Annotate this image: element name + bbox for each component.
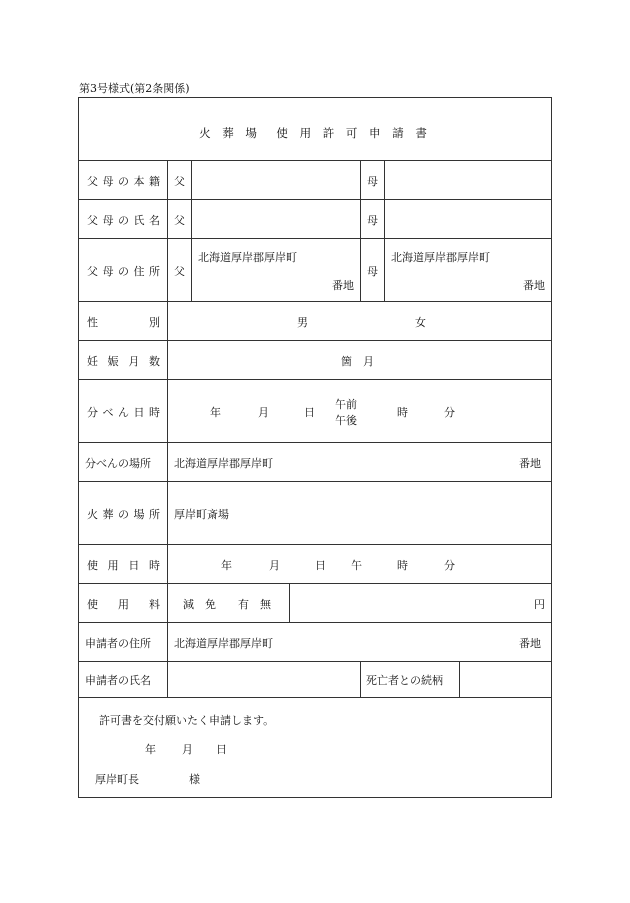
cremation-place-field xyxy=(167,482,551,545)
delivery-datetime-field[interactable] xyxy=(167,380,551,443)
label-delivery-place: 分べんの場所 xyxy=(85,456,151,470)
title-row xyxy=(79,98,551,160)
label-cremation-place: 火 葬 の 場 所 xyxy=(87,507,160,521)
relation-field[interactable] xyxy=(459,662,551,698)
sex-male-option[interactable]: 男 xyxy=(297,316,308,329)
row-request xyxy=(79,697,551,797)
pm-option[interactable]: 午後 xyxy=(335,414,357,427)
yen-unit: 円 xyxy=(534,598,545,611)
row-delivery-datetime xyxy=(79,379,551,443)
label-sex: 性 別 xyxy=(87,315,160,329)
unit-hour: 時 xyxy=(397,406,408,419)
label-parents-domicile: 父 母 の 本 籍 xyxy=(87,174,160,188)
address-prefix: 北海道厚岸郡厚岸町 xyxy=(391,251,490,264)
banchi-label: 番地 xyxy=(519,637,541,650)
ampm-label: 午 xyxy=(351,559,362,572)
row-use-datetime xyxy=(79,544,551,584)
unit-year: 年 xyxy=(221,559,232,572)
mother-marker: 母 xyxy=(360,161,384,200)
address-prefix: 北海道厚岸郡厚岸町 xyxy=(198,251,297,264)
pregnancy-months-field[interactable] xyxy=(167,341,551,380)
unit-year: 年 xyxy=(210,406,221,419)
request-month: 月 xyxy=(182,743,193,756)
father-address-field[interactable] xyxy=(191,239,360,302)
label-pregnancy-months: 妊 娠 月 数 xyxy=(87,354,160,368)
label-applicant-name: 申請者の氏名 xyxy=(85,674,151,687)
delivery-place-field[interactable] xyxy=(167,443,551,482)
form-number: 第3号様式(第2条関係) xyxy=(79,82,190,95)
honorific: 様 xyxy=(189,773,200,786)
applicant-name-field[interactable] xyxy=(167,662,360,698)
request-year: 年 xyxy=(145,743,156,756)
form-title: 火 葬 場 使 用 許 可 申 請 書 xyxy=(199,126,431,140)
applicant-address-field[interactable] xyxy=(167,623,551,662)
banchi-label: 番地 xyxy=(519,457,541,470)
mother-address-field[interactable] xyxy=(384,239,551,302)
sex-field xyxy=(167,302,551,341)
label-use-datetime: 使 用 日 時 xyxy=(87,558,160,572)
address-prefix: 北海道厚岸郡厚岸町 xyxy=(174,637,273,650)
label-fee: 使 用 料 xyxy=(87,597,160,611)
label-relation: 死亡者との続柄 xyxy=(360,662,459,698)
label-parents-name: 父 母 の 氏 名 xyxy=(87,213,160,227)
row-applicant-name xyxy=(79,661,551,698)
cremation-facility: 厚岸町斎場 xyxy=(174,508,229,521)
unit-day: 日 xyxy=(315,559,326,572)
row-parents-name xyxy=(79,199,551,239)
unit-minute: 分 xyxy=(444,406,455,419)
addressee: 厚岸町長 xyxy=(95,773,139,786)
father-domicile-field[interactable] xyxy=(191,161,360,200)
label-parents-address: 父 母 の 住 所 xyxy=(87,264,160,278)
row-parents-address xyxy=(79,238,551,302)
father-marker: 父 xyxy=(167,161,191,200)
fee-amount-field[interactable] xyxy=(289,584,551,623)
request-day: 日 xyxy=(216,743,227,756)
row-delivery-place xyxy=(79,442,551,482)
row-sex xyxy=(79,301,551,341)
row-cremation-place xyxy=(79,481,551,545)
mother-marker: 母 xyxy=(360,239,384,302)
sex-female-option[interactable]: 女 xyxy=(415,316,426,329)
row-parents-domicile xyxy=(79,160,551,200)
label-applicant-address: 申請者の住所 xyxy=(85,636,151,650)
label-delivery-datetime: 分 べ ん 日 時 xyxy=(87,405,160,419)
unit-hour: 時 xyxy=(397,559,408,572)
unit-minute: 分 xyxy=(444,559,455,572)
application-form xyxy=(78,97,552,798)
row-applicant-address xyxy=(79,622,551,662)
row-fee xyxy=(79,583,551,623)
address-prefix: 北海道厚岸郡厚岸町 xyxy=(174,457,273,470)
mother-name-field[interactable] xyxy=(384,200,551,239)
request-text: 許可書を交付願いたく申請します。 xyxy=(99,714,275,727)
father-marker: 父 xyxy=(167,239,191,302)
unit-month: 月 xyxy=(269,559,280,572)
banchi-label: 番地 xyxy=(523,279,545,292)
unit-day: 日 xyxy=(304,406,315,419)
mother-marker: 母 xyxy=(360,200,384,239)
mother-domicile-field[interactable] xyxy=(384,161,551,200)
am-option[interactable]: 午前 xyxy=(335,398,357,411)
father-marker: 父 xyxy=(167,200,191,239)
father-name-field[interactable] xyxy=(191,200,360,239)
banchi-label: 番地 xyxy=(332,279,354,292)
unit-month: 月 xyxy=(258,406,269,419)
row-pregnancy-months xyxy=(79,340,551,380)
months-unit: 箇 月 xyxy=(341,355,374,368)
use-datetime-field[interactable] xyxy=(167,545,551,584)
fee-reduction-option[interactable]: 減 免 有 無 xyxy=(167,584,289,623)
